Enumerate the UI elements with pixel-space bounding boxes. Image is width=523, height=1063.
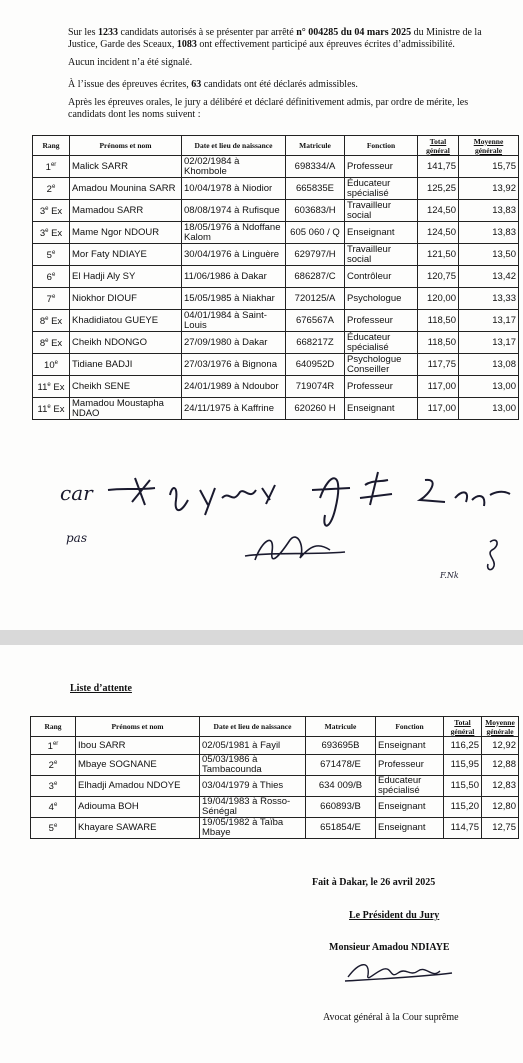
cell-naissance: 10/04/1978 à Niodior <box>182 178 286 200</box>
cell-nom: Khadidiatou GUEYE <box>70 310 182 332</box>
cell-fonction: Éducateur spécialisé <box>345 332 418 354</box>
cell-naissance: 04/01/1984 à Saint-Louis <box>182 310 286 332</box>
cell-fonction: Travailleur social <box>345 244 418 266</box>
cell-nom: Khayare SAWARE <box>76 818 200 839</box>
signature <box>345 965 452 981</box>
cell-total: 115,20 <box>444 797 482 818</box>
cell-rang: 2e <box>33 178 70 200</box>
count-admissible: 63 <box>191 79 202 90</box>
cell-matricule: 660893/B <box>306 797 376 818</box>
cell-naissance: 18/05/1976 à Ndoffane Kalom <box>182 222 286 244</box>
cell-matricule: 686287/C <box>286 266 345 288</box>
cell-naissance: 24/11/1975 à Kaffrine <box>182 398 286 420</box>
cell-moyenne: 12,83 <box>482 776 519 797</box>
cell-matricule: 605 060 / Q <box>286 222 345 244</box>
cell-fonction: Enseignant <box>376 737 444 755</box>
cell-matricule: 693695B <box>306 737 376 755</box>
cell-moyenne: 13,92 <box>459 178 519 200</box>
president-signature <box>340 957 460 987</box>
cell-total: 117,75 <box>418 354 459 376</box>
cell-total: 115,50 <box>444 776 482 797</box>
cell-total: 114,75 <box>444 818 482 839</box>
admitted-table <box>32 135 519 420</box>
cell-moyenne: 13,00 <box>459 398 519 420</box>
president-name: Monsieur Amadou NDIAYE <box>329 942 450 953</box>
cell-fonction: Enseignant <box>345 222 418 244</box>
admitted-table-body <box>33 156 519 420</box>
cell-fonction: Professeur <box>345 376 418 398</box>
text: Sur les <box>68 27 98 38</box>
cell-total: 141,75 <box>418 156 459 178</box>
cell-naissance: 08/08/1974 à Rufisque <box>182 200 286 222</box>
cell-total: 124,50 <box>418 222 459 244</box>
table-row <box>31 797 519 818</box>
cell-nom: Mamadou Moustapha NDAO <box>70 398 182 420</box>
text: candidats ont été déclarés admissibles. <box>201 79 358 90</box>
handwriting-word-1: car <box>60 481 93 505</box>
cell-fonction: Psychologue <box>345 288 418 310</box>
cell-moyenne: 13,17 <box>459 332 519 354</box>
cell-matricule: 676567A <box>286 310 345 332</box>
cell-fonction: Enseignant <box>376 818 444 839</box>
table-row <box>31 755 519 776</box>
header-fonction: Fonction <box>345 136 418 156</box>
cell-moyenne: 13,50 <box>459 244 519 266</box>
cell-fonction: Travailleur social <box>345 200 418 222</box>
cell-rang: 5e <box>31 818 76 839</box>
signature <box>245 537 345 560</box>
cell-rang: 3e <box>31 776 76 797</box>
table-row <box>33 244 519 266</box>
cell-matricule: 668217Z <box>286 332 345 354</box>
table-row <box>33 200 519 222</box>
cell-moyenne: 13,17 <box>459 310 519 332</box>
cell-matricule: 634 009/B <box>306 776 376 797</box>
cell-rang: 4e <box>31 797 76 818</box>
president-du-jury: Le Président du Jury <box>349 910 440 921</box>
intro-paragraph-2: Aucun incident n’a été signalé. <box>68 57 193 68</box>
table-row <box>33 332 519 354</box>
cell-moyenne: 12,80 <box>482 797 519 818</box>
scribble <box>488 540 497 569</box>
cell-rang: 11e Ex <box>33 376 70 398</box>
table-row <box>33 398 519 420</box>
cell-naissance: 02/05/1981 à Fayil <box>200 737 306 755</box>
header-nom: Prénoms et nom <box>76 717 200 737</box>
cell-moyenne: 12,88 <box>482 755 519 776</box>
cell-rang: 3e Ex <box>33 222 70 244</box>
cell-fonction: Educateur spécialisé <box>376 776 444 797</box>
header-rang: Rang <box>31 717 76 737</box>
table-row <box>33 222 519 244</box>
waiting-list-table <box>30 716 519 839</box>
cell-total: 118,50 <box>418 310 459 332</box>
cell-naissance: 27/09/1980 à Dakar <box>182 332 286 354</box>
count-authorized: 1233 <box>98 27 118 38</box>
cell-moyenne: 15,75 <box>459 156 519 178</box>
cell-naissance: 03/04/1979 à Thies <box>200 776 306 797</box>
cell-nom: Mor Faty NDIAYE <box>70 244 182 266</box>
cell-naissance: 19/05/1982 à Taïba Mbaye <box>200 818 306 839</box>
cell-matricule: 665835E <box>286 178 345 200</box>
cell-naissance: 05/03/1986 à Tambacounda <box>200 755 306 776</box>
scribble <box>108 478 188 510</box>
header-matricule: Matricule <box>286 136 345 156</box>
cell-rang: 5e <box>33 244 70 266</box>
cell-matricule: 640952D <box>286 354 345 376</box>
cell-rang: 8e Ex <box>33 310 70 332</box>
handwriting-initials: F.Nk <box>440 571 459 580</box>
table-row <box>31 776 519 797</box>
cell-rang: 2e <box>31 755 76 776</box>
cell-total: 125,25 <box>418 178 459 200</box>
table-row <box>33 310 519 332</box>
cell-fonction: Éducateur spécialisé <box>345 178 418 200</box>
cell-rang: 1er <box>31 737 76 755</box>
cell-nom: Mamadou SARR <box>70 200 182 222</box>
arrete-reference: n° 004285 du 04 mars 2025 <box>296 27 412 38</box>
header-total: Total général <box>418 136 459 156</box>
intro-paragraph-4: Après les épreuves orales, le jury a délibéré et déclaré définitivement admis, par ordre de mérite, les candidats dont les noms suivent : <box>68 97 469 120</box>
cell-total: 116,25 <box>444 737 482 755</box>
cell-naissance: 11/06/1986 à Dakar <box>182 266 286 288</box>
text: ont effectivement participé aux épreuves écrites d’admissibilité. <box>196 39 455 50</box>
table-row <box>31 818 519 839</box>
cell-nom: Ibou SARR <box>76 737 200 755</box>
table-row <box>31 737 519 755</box>
waiting-list-title: Liste d’attente <box>70 683 132 694</box>
cell-fonction: Professeur <box>345 156 418 178</box>
scribble <box>200 485 275 515</box>
cell-matricule: 620260 H <box>286 398 345 420</box>
cell-moyenne: 13,42 <box>459 266 519 288</box>
cell-rang: 10e <box>33 354 70 376</box>
cell-nom: Adiouma BOH <box>76 797 200 818</box>
cell-matricule: 698334/A <box>286 156 345 178</box>
cell-matricule: 651854/E <box>306 818 376 839</box>
text: À l’issue des épreuves écrites, <box>68 79 192 90</box>
cell-rang: 8e Ex <box>33 332 70 354</box>
header-naissance: Date et lieu de naissance <box>182 136 286 156</box>
cell-nom: Niokhor DIOUF <box>70 288 182 310</box>
cell-moyenne: 13,83 <box>459 222 519 244</box>
cell-matricule: 671478/E <box>306 755 376 776</box>
table-row <box>33 354 519 376</box>
cell-matricule: 719074R <box>286 376 345 398</box>
cell-moyenne: 12,75 <box>482 818 519 839</box>
header-total: Total général <box>444 717 482 737</box>
cell-total: 118,50 <box>418 332 459 354</box>
cell-nom: Mame Ngor NDOUR <box>70 222 182 244</box>
cell-nom: Amadou Mounina SARR <box>70 178 182 200</box>
cell-rang: 7e <box>33 288 70 310</box>
header-matricule: Matricule <box>306 717 376 737</box>
cell-fonction: Professeur <box>376 755 444 776</box>
header-rang: Rang <box>33 136 70 156</box>
count-participants: 1083 <box>176 39 197 50</box>
cell-rang: 6e <box>33 266 70 288</box>
header-moyenne: Moyenne générale <box>482 717 519 737</box>
cell-naissance: 30/04/1976 à Linguère <box>182 244 286 266</box>
page-2 <box>0 645 523 1063</box>
cell-matricule: 629797/H <box>286 244 345 266</box>
table-header-row <box>33 136 519 156</box>
intro-paragraph-3 <box>68 79 508 91</box>
scribble <box>420 480 510 506</box>
handwriting-word-2: pas <box>66 531 87 545</box>
cell-naissance: 02/02/1984 à Khombole <box>182 156 286 178</box>
cell-total: 120,00 <box>418 288 459 310</box>
cell-nom: El Hadji Aly SY <box>70 266 182 288</box>
cell-fonction: Enseignant <box>376 797 444 818</box>
waiting-list-table-body <box>31 737 519 839</box>
cell-fonction: Enseignant <box>345 398 418 420</box>
header-moyenne: Moyenne générale <box>459 136 519 156</box>
cell-naissance: 19/04/1983 à Rosso-Sénégal <box>200 797 306 818</box>
cell-nom: Elhadji Amadou NDOYE <box>76 776 200 797</box>
table-row <box>33 376 519 398</box>
cell-nom: Mbaye SOGNANE <box>76 755 200 776</box>
header-fonction: Fonction <box>376 717 444 737</box>
table-row <box>33 266 519 288</box>
cell-fonction: Professeur <box>345 310 418 332</box>
header-nom: Prénoms et nom <box>70 136 182 156</box>
cell-rang: 3e Ex <box>33 200 70 222</box>
cell-naissance: 27/03/1976 à Bignona <box>182 354 286 376</box>
cell-fonction: Contrôleur <box>345 266 418 288</box>
cell-rang: 11e Ex <box>33 398 70 420</box>
cell-matricule: 720125/A <box>286 288 345 310</box>
cell-total: 117,00 <box>418 376 459 398</box>
cell-nom: Cheikh NDONGO <box>70 332 182 354</box>
cell-moyenne: 12,92 <box>482 737 519 755</box>
text: du Ministre de la Justice, Garde des Sceaux, <box>68 27 482 50</box>
cell-nom: Tidiane BADJI <box>70 354 182 376</box>
table-row <box>33 156 519 178</box>
cell-naissance: 15/05/1985 à Niakhar <box>182 288 286 310</box>
intro-paragraph-1 <box>68 27 508 51</box>
handwritten-annotation <box>0 460 523 590</box>
cell-moyenne: 13,00 <box>459 376 519 398</box>
table-row <box>33 288 519 310</box>
fait-a-dakar: Fait à Dakar, le 26 avril 2025 <box>312 877 436 888</box>
scribble <box>312 472 392 526</box>
table-row <box>33 178 519 200</box>
cell-total: 120,75 <box>418 266 459 288</box>
cell-total: 117,00 <box>418 398 459 420</box>
cell-moyenne: 13,08 <box>459 354 519 376</box>
table-header-row <box>31 717 519 737</box>
cell-moyenne: 13,83 <box>459 200 519 222</box>
cell-fonction: Psychologue Conseiller <box>345 354 418 376</box>
president-title: Avocat général à la Cour suprême <box>323 1012 459 1023</box>
cell-total: 121,50 <box>418 244 459 266</box>
cell-total: 124,50 <box>418 200 459 222</box>
cell-nom: Malick SARR <box>70 156 182 178</box>
cell-matricule: 603683/H <box>286 200 345 222</box>
cell-rang: 1er <box>33 156 70 178</box>
text: candidats autorisés à se présenter par arrêté <box>118 27 297 38</box>
cell-naissance: 24/01/1989 à Ndoubor <box>182 376 286 398</box>
cell-nom: Cheikh SENE <box>70 376 182 398</box>
cell-moyenne: 13,33 <box>459 288 519 310</box>
header-naissance: Date et lieu de naissance <box>200 717 306 737</box>
cell-total: 115,95 <box>444 755 482 776</box>
